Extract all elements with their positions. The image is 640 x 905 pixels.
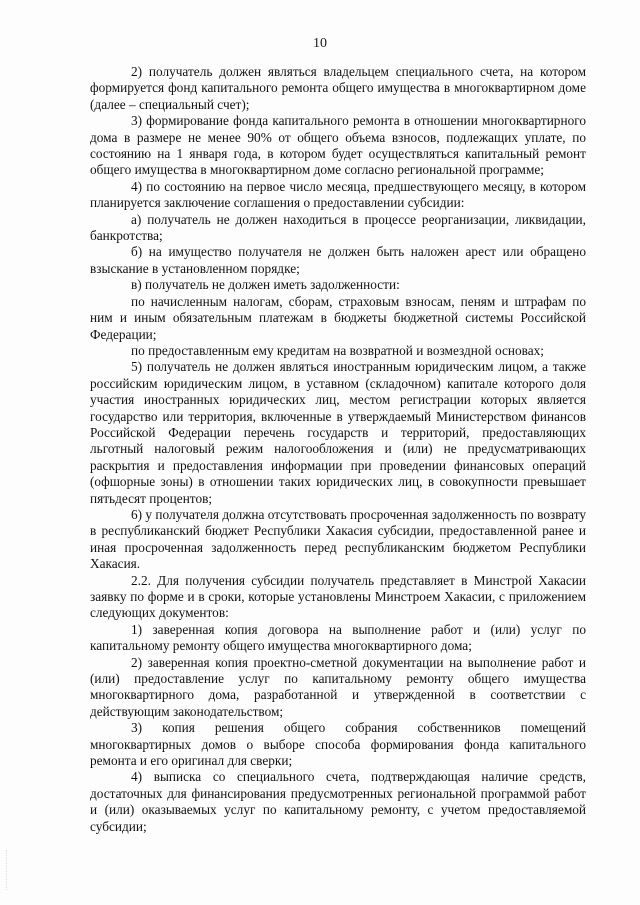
paragraph-4b: б) на имущество получателя не должен быть наложен арест или обращено взыскание в установленном порядке; xyxy=(90,244,586,276)
paragraph-doc-1: 1) заверенная копия договора на выполнение работ и (или) услуг по капитальному ремонту общего имущества многоквартирного дома; xyxy=(90,621,586,654)
paragraph-4v: в) получатель не должен иметь задолженности: xyxy=(131,277,400,293)
paragraph-2: 2) получатель должен являться владельцем специального счета, на котором формируется фонд капитального ремонта общего имущества в многоквартирном доме (далее – специальный счет); xyxy=(90,64,586,112)
paragraph-4: 4) по состоянию на первое число месяца, предшествующего месяцу, в котором планируется заключение соглашения о предоставлении субсидии: xyxy=(90,178,586,211)
page-number: 10 xyxy=(313,36,327,51)
scan-margin-mark xyxy=(6,850,29,890)
paragraph-6: 6) у получателя должна отсутствовать просроченная задолженность по возврату в республиканский бюджет Республики Хакасия субсидии, предоставленной ранее и иная просроченная задолженность перед республиканским бюджетом Республики Хакасия. xyxy=(90,506,586,572)
paragraph-doc-4: 4) выписка со специального счета, подтверждающая наличие средств, достаточных для финансирования предусмотренных региональной программой работ и (или) оказываемых услуг по капитальному ремонту, с учетом предоставляемой субсидии; xyxy=(90,769,586,834)
paragraph-2-2: 2.2. Для получения субсидии получатель представляет в Минстрой Хакасии заявку по форме и в сроки, которые установлены Минстроем Хакасии, с приложением следующих документов: xyxy=(90,572,586,621)
paragraph-4a: а) получатель не должен находиться в процессе реорганизации, ликвидации, банкротства; xyxy=(90,211,586,244)
paragraph-5: 5) получатель не должен являться иностранным юридическим лицом, а также российским юридическим лицом, в уставном (складочном) капитале которого доля участия иностранных юридических лиц, местом регистрации которых является государство или территория, включенные в утверждаемый Министерством финансов Российской Федерации перечень государств и территорий, предоставляющих льготный налоговый режим налогообложения и (или) не предусматривающих раскрытия и предоставления информации при проведении финансовых операций (офшорные зоны) в отношении таких юридических лиц, в совокупности превышает пятьдесят процентов; xyxy=(90,359,586,506)
paragraph-3: 3) формирование фонда капитального ремонта в отношении многоквартирного дома в размере не менее 90% от общего объема взносов, подлежащих уплате, по состоянию на 1 января года, в котором будет осуществляться капитальный ремонт общего имущества в многоквартирном доме согласно региональной программе; xyxy=(90,113,586,178)
paragraph-doc-2: 2) заверенная копия проектно-сметной документации на выполнение работ и (или) предоставление услуг по капитальному ремонту общего имущества многоквартирного дома, разработанной и утвержденной в соответствии с действующим законодательством; xyxy=(90,654,586,719)
paragraph-doc-3: 3) копия решения общего собрания собственников помещений многоквартирных домов о выборе способа формирования фонда капитального ремонта и его оригинал для сверки; xyxy=(90,720,586,769)
paragraph-credits: по предоставленным ему кредитам на возвратной и возмездной основах; xyxy=(131,342,544,358)
document-body xyxy=(90,64,586,835)
paragraph-taxes: по начисленным налогам, сборам, страховым взносам, пеням и штрафам по ним и иным обязательным платежам в бюджеты бюджетной системы Российской Федерации; xyxy=(90,293,586,342)
